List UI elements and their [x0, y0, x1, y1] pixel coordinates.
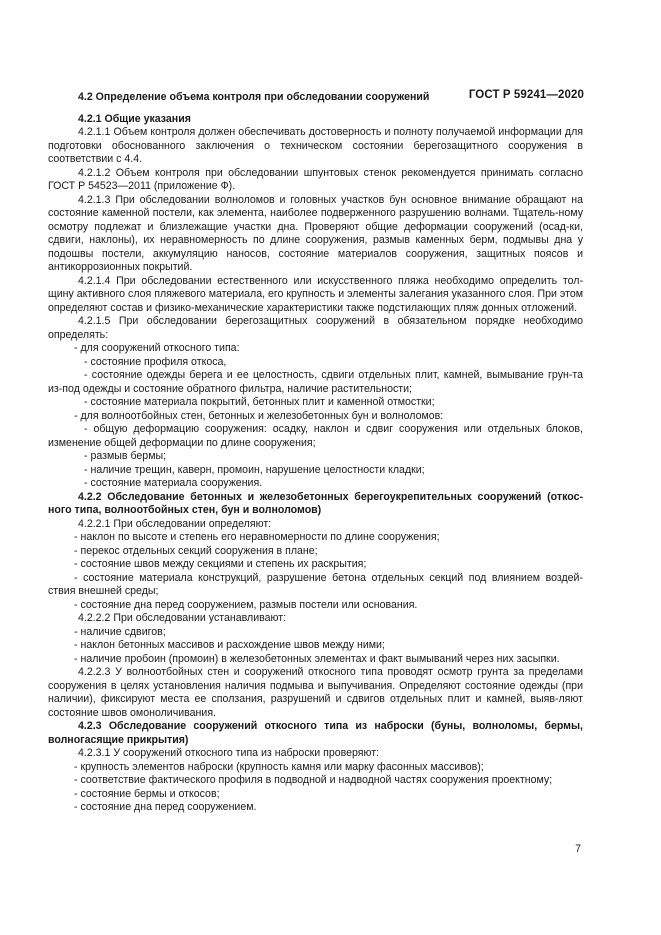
sub-list-item: - состояние профиля откоса, [84, 355, 227, 368]
list-item: - состояние дна перед сооружением. [74, 801, 257, 813]
list-item: - наличие сдвигов; [74, 625, 166, 638]
sub-list-item: - состояние одежды берега и ее целостность, сдвиги отдельных плит, камней, вымывание грун-та из-под одежды и состояние обратного фильтра, наличие растительности; [48, 369, 583, 395]
sub-list-item: - состояние материала покрытий, бетонных плит и каменной отмостки; [84, 396, 435, 408]
list-item: - соответствие фактического профиля в подводной и надводной частях сооружения проектному; [74, 774, 553, 786]
document-code: ГОСТ Р 59241—2020 [468, 89, 584, 101]
list-item: - наклон по высоте и степень его неравномерности по длине сооружения; [74, 531, 440, 543]
paragraph: 4.2.1.4 При обследовании естественного или искусственного пляжа необходимо определить тол-щину активного слоя пляжевого материала, его крупность и элементы залегания указанного слоя. При этом определяют состав и физико-механические характеристики также подстилающих пляж донных отложений. [48, 274, 583, 314]
document-body [48, 91, 583, 815]
list-item: - для сооружений откосного типа: [74, 342, 240, 354]
list-item: - состояние дна перед сооружением, размыв постели или основания. [74, 598, 418, 611]
sub-list-item: - общую деформацию сооружения: осадку, наклон и сдвиг сооружения или отдельных блоков, изменение общей деформации по длине сооружения; [48, 423, 583, 449]
page-number: 7 [575, 843, 581, 855]
spacer [48, 105, 583, 113]
sub-list-item: - размыв бермы; [84, 450, 167, 462]
paragraph: 4.2.1.2 Объем контроля при обследовании шпунтовых стенок рекомендуется принимать согласно ГОСТ Р 54523—2011 (приложение Ф). [48, 166, 583, 192]
sub-list-item: - состояние материала сооружения. [84, 477, 263, 489]
list-item: - состояние бермы и откосов; [74, 787, 220, 800]
list-item: - крупность элементов наброски (крупность камня или марку фасонных массивов); [74, 760, 484, 773]
list-item: - состояние швов между секциями и степень их раскрытия; [74, 558, 367, 570]
paragraph: 4.2.1.3 При обследовании волноломов и головных участков бун основное внимание обращают на состояние каменной постели, как элемента, наиболее подверженного разрушению волнами. Тщатель-ному осмотру подлежат и близлежащие участки дна. Проверяют общие деформации сооружений (осад-ки, сдвиги, наклоны), их неравномерность по длине сооружения, размыв каменных берм, подмывы дна у подошвы постели, аккумуляцию наносов, состояние материалов сооружения, защитных поясов и антикоррозионных покрытий. [48, 193, 583, 273]
paragraph: 4.2.1.5 При обследовании берегозащитных сооружений в обязательном порядке необходимо определять: [48, 315, 583, 341]
paragraph: 4.2.1.1 Объем контроля должен обеспечивать достоверность и полноту получаемой информации для подготовки обоснованного заключения о техническом состоянии берегозащитного сооружения в соответствии с 4.4. [48, 126, 583, 165]
paragraph: 4.2.2.3 У волноотбойных стен и сооружений откосного типа проводят осмотр грунта за пределами сооружения в целях установления наличия подмыва и выпучивания. Определяют состояние одежды (при наличии), фиксируют места ее сползания, разрушений и сдвигов отдельных плит и камней, выяв-ляют состояние швов омоноличивания. [48, 666, 583, 719]
paragraph: 4.2.2.2 При обследовании устанавливают: [78, 612, 287, 624]
list-item: - наличие пробоин (промоин) в железобетонных элементах и факт вымываний через них засыпки. [74, 652, 560, 665]
section-heading: 4.2.3 Обследование сооружений откосного типа из наброски (буны, волноломы, бермы, волногасящие прикрытия) [48, 720, 583, 746]
paragraph: 4.2.3.1 У сооружений откосного типа из наброски проверяют: [78, 747, 380, 759]
sub-list-item: - наличие трещин, каверн, промоин, нарушение целостности кладки; [84, 463, 425, 476]
list-item: - состояние материала конструкций, разрушение бетона отдельных секций под влиянием воздей-ствия внешней среды; [48, 571, 583, 597]
list-item: - для волноотбойных стен, бетонных и железобетонных бун и волноломов: [74, 409, 444, 422]
section-heading: 4.2.1 Общие указания [78, 112, 191, 125]
list-item: - наклон бетонных массивов и расхождение швов между ними; [74, 639, 385, 651]
list-item: - перекос отдельных секций сооружения в плане; [74, 544, 318, 557]
paragraph: 4.2.2.1 При обследовании определяют: [78, 517, 272, 530]
section-heading: 4.2.2 Обследование бетонных и железобетонных берегоукрепительных сооружений (откос-ного типа, волноотбойных стен, бун и волноломов) [48, 490, 583, 516]
section-heading: 4.2 Определение объема контроля при обследовании сооружений [78, 91, 430, 103]
